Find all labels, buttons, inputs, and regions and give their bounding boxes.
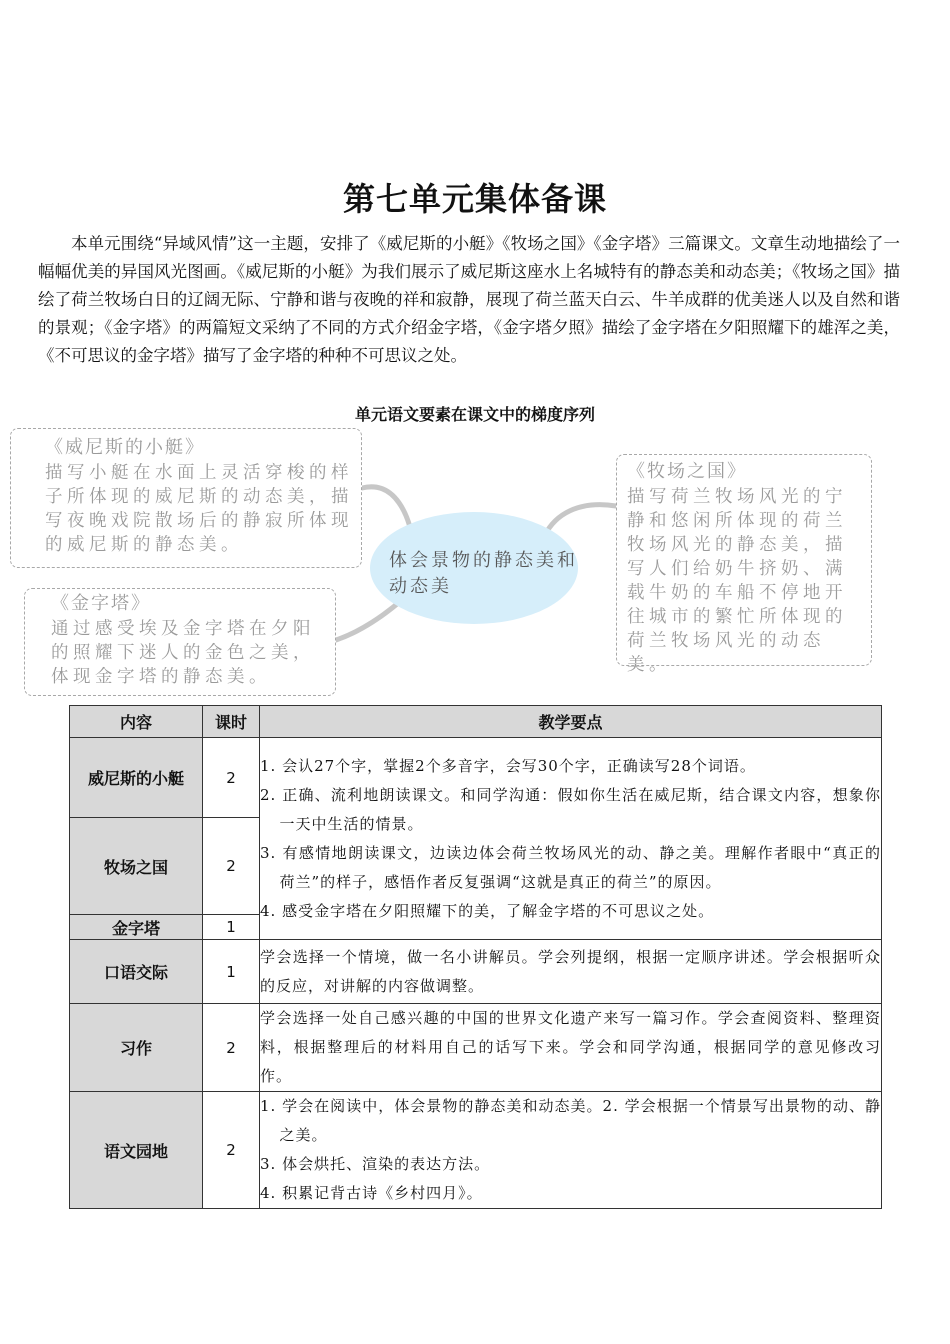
mindmap-title: 单元语文要素在课文中的梯度序列 (354, 405, 595, 424)
list-item: 3. 体会烘托、渲染的表达方法。 (260, 1155, 491, 1173)
mindmap-node-pasture (616, 454, 872, 675)
row-hours: 2 (203, 818, 260, 915)
list-item: 1. 学会在阅读中，体会景物的静态美和动态美。2. 学会根据一个情景写出景物的动、静之美。 (260, 1097, 881, 1144)
node-title: 《金字塔》 (51, 593, 151, 614)
list-item: 2. 正确、流利地朗读课文。和同学沟通：假如你生活在威尼斯，结合课文内容，想象你一天中生活的情景。 (260, 785, 881, 833)
list-item: 3. 有感情地朗读课文，边读边体会荷兰牧场风光的动、静之美。理解作者眼中“真正的荷兰”的样子，感悟作者反复强调“这就是真正的荷兰”的原因。 (260, 843, 881, 891)
node-text: 通过感受埃及金字塔在夕阳的照耀下迷人的金色之美，体现金字塔的静态美。 (51, 619, 315, 687)
header-hours: 课时 (203, 706, 260, 738)
table-row (70, 738, 882, 818)
row-hours: 2 (203, 1092, 260, 1209)
list-item: 4. 积累记背古诗《乡村四月》。 (260, 1184, 483, 1202)
row-points: 学会选择一个情境，做一名小讲解员。学会列提纲，根据一定顺序讲述。学会根据听众的反应，对讲解的内容做调整。 (260, 940, 882, 1004)
list-item: 4. 感受金字塔在夕阳照耀下的美，了解金字塔的不可思议之处。 (260, 901, 715, 920)
table-header-row (70, 706, 882, 738)
row-hours: 1 (203, 915, 260, 940)
row-name: 习作 (70, 1004, 203, 1092)
page-title: 第七单元集体备课 (342, 180, 607, 218)
row-name: 口语交际 (70, 940, 203, 1004)
mindmap-node-venice (10, 428, 362, 568)
row-points (260, 1092, 882, 1209)
node-text: 描写荷兰牧场风光的宁静和悠闲所体现的荷兰牧场风光的静态美，描写人们给奶牛挤奶、满载牛奶的车船不停地开往城市的繁忙所体现的荷兰牧场风光的动态美。 (627, 487, 847, 675)
row-hours: 1 (203, 940, 260, 1004)
row-name: 威尼斯的小艇 (70, 738, 203, 818)
lesson-plan-table (69, 705, 882, 1209)
header-points: 教学要点 (260, 706, 882, 738)
list-item: 1. 会认27个字，掌握2个多音字，会写30个字，正确读写28个词语。 (260, 756, 756, 775)
node-text: 描写小艇在水面上灵活穿梭的样子所体现的威尼斯的动态美，描写夜晚戏院散场后的静寂所体现的威尼斯的静态美。 (45, 463, 353, 555)
table-row (70, 1092, 882, 1209)
row-points (260, 738, 882, 940)
node-title: 《威尼斯的小艇》 (45, 437, 205, 458)
mindmap-center-text: 体会景物的静态美和动态美 (389, 550, 578, 597)
header-content: 内容 (70, 706, 203, 738)
row-name: 语文园地 (70, 1092, 203, 1209)
table-row (70, 1004, 882, 1092)
unit-introduction: 本单元围绕“异域风情”这一主题，安排了《威尼斯的小艇》《牧场之国》《金字塔》三篇课文。文章生动地描绘了一幅幅优美的异国风光图画。《威尼斯的小艇》为我们展示了威尼斯这座水上名城特有的静态美和动态美；《牧场之国》描绘了荷兰牧场白日的辽阔无际、宁静和谐与夜晚的祥和寂静，展现了荷兰蓝天白云、牛羊成群的优美迷人以及自然和谐的景观；《金字塔》的两篇短文采纳了不同的方式介绍金字塔，《金字塔夕照》描绘了金字塔在夕阳照耀下的雄浑之美，《不可思议的金字塔》描写了金字塔的种种不可思议之处。 (38, 234, 900, 365)
row-name: 牧场之国 (70, 818, 203, 915)
node-title: 《牧场之国》 (627, 461, 747, 482)
row-hours: 2 (203, 738, 260, 818)
row-points: 学会选择一处自己感兴趣的中国的世界文化遗产来写一篇习作。学会查阅资料、整理资料，根据整理后的材料用自己的话写下来。学会和同学沟通，根据同学的意见修改习作。 (260, 1004, 882, 1092)
mindmap-node-pyramid (24, 588, 336, 696)
table-row (70, 940, 882, 1004)
row-hours: 2 (203, 1004, 260, 1092)
row-name: 金字塔 (70, 915, 203, 940)
